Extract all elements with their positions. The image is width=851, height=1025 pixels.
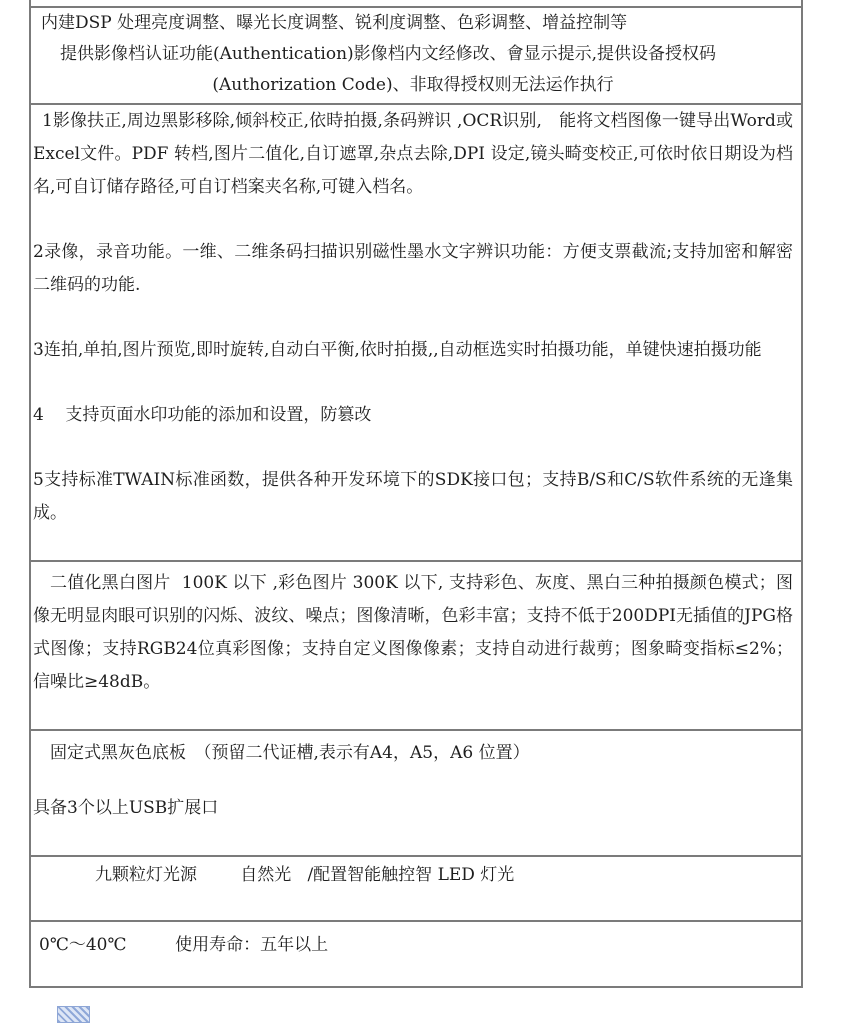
dsp-line-3: (Authorization Code)、非取得授权则无法运作执行 — [212, 75, 614, 95]
table-row-dsp-processing — [31, 8, 801, 105]
usb-ports-line: 具备3个以上USB扩展口 — [33, 798, 219, 818]
table-row-continuation — [31, 0, 801, 8]
table-row-software-features — [31, 105, 801, 562]
table-row-base-plate — [31, 731, 801, 857]
dsp-line-2: 提供影像档认证功能(Authentication)影像档内文经修改、會显示提示,提供设备授权码 — [60, 44, 717, 64]
feature-paragraph-5: 5支持标准TWAIN标准函数，提供各种开发环境下的SDK接口包；支持B/S和C/S软件系统的无逢集成。 — [33, 470, 793, 523]
blue-hatch-marker-icon — [57, 1006, 90, 1023]
feature-paragraph-3: 3连拍,单拍,图片预览,即时旋转,自动白平衡,依时拍摄,,自动框选实时拍摄功能，单键快速拍摄功能 — [33, 340, 762, 360]
table-row-image-quality — [31, 562, 801, 731]
spec-table — [29, 0, 803, 988]
light-source-text: 九颗粒灯光源 自然光 /配置智能触控智 LED 灯光 — [95, 865, 515, 885]
feature-paragraph-1: 1影像扶正,周边黑影移除,倾斜校正,依時拍摄,条码辨识 ,OCR识别, 能将文档图像一键导出Word或Excel文件。PDF 转档,图片二值化,自订遮罩,杂点去除,DPI 设定,镜头畸变校正,可依时依日期设为档名,可自订储存路径,可自订档案夹名称,可键入档名。 — [33, 111, 793, 197]
table-row-light-source — [31, 857, 801, 922]
feature-paragraph-4: 4 支持页面水印功能的添加和设置，防篡改 — [33, 405, 372, 425]
image-quality-text: 二值化黑白图片 100K 以下 ,彩色图片 300K 以下, 支持彩色、灰度、黑白三种拍摄颜色模式；图像无明显肉眼可识别的闪烁、波纹、噪点；图像清晰，色彩丰富；支持不低于200DPI无插值的JPG格式图像；支持RGB24位真彩图像；支持自定义图像像素；支持自动进行裁剪；图象畸变指标≤2%；信噪比≥48dB。 — [33, 573, 793, 692]
temperature-text: 0℃～40℃ 使用寿命：五年以上 — [39, 935, 329, 955]
base-plate-line: 固定式黑灰色底板 （预留二代证槽,表示有A4，A5，A6 位置） — [50, 743, 530, 763]
feature-paragraph-2: 2录像，录音功能。一维、二维条码扫描识别磁性墨水文字辨识功能：方便支票截流;支持加密和解密二维码的功能. — [33, 242, 793, 295]
dsp-line-1: 内建DSP 处理亮度调整、曝光长度调整、锐利度调整、色彩调整、增益控制等 — [41, 13, 628, 33]
table-row-operating-temperature — [31, 922, 801, 988]
